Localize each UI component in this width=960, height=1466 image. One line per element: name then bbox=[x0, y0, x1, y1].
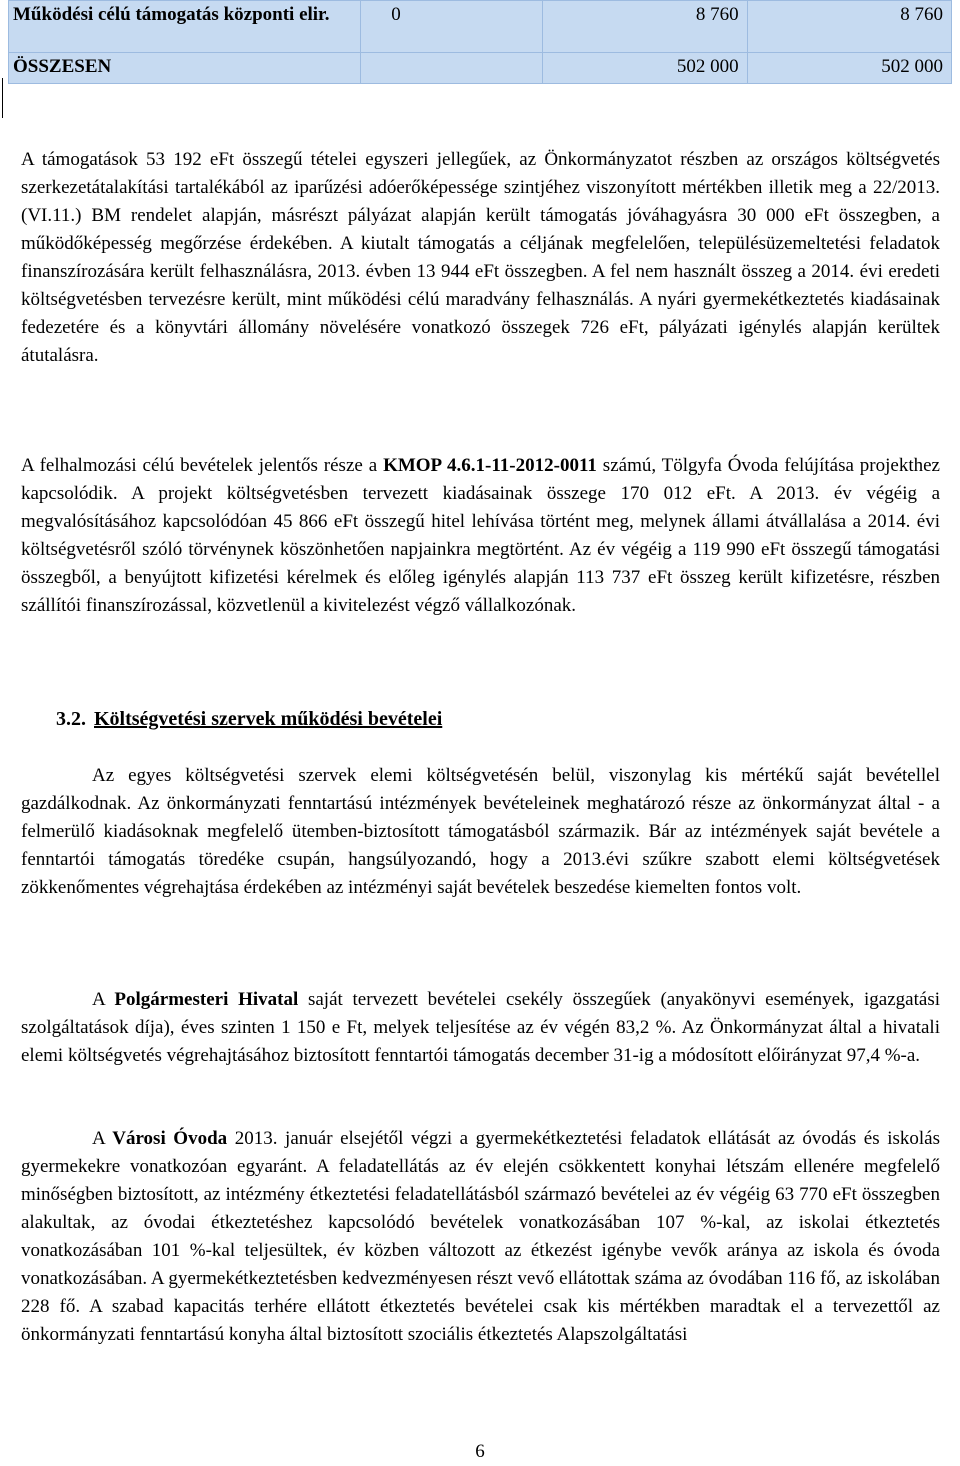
margin-line bbox=[2, 78, 3, 118]
cell-col2: 502 000 bbox=[543, 53, 747, 84]
paragraph-mayors-office bbox=[21, 986, 940, 1070]
cell-col1 bbox=[361, 53, 543, 84]
cell-col1: 0 bbox=[361, 1, 543, 53]
institution-name: Polgármesteri Hivatal bbox=[114, 989, 299, 1010]
institution-name: Városi Óvoda bbox=[112, 1128, 228, 1149]
budget-table bbox=[8, 0, 952, 84]
text: A bbox=[92, 989, 115, 1010]
cell-col3: 502 000 bbox=[747, 53, 951, 84]
text: A felhalmozási célú bevételek jelentős része a bbox=[21, 455, 384, 476]
table-row bbox=[9, 1, 952, 53]
cell-col3: 8 760 bbox=[747, 1, 951, 53]
paragraph-capital-revenue bbox=[21, 452, 940, 620]
paragraph-institutions: Az egyes költségvetési szervek elemi költségvetésén belül, viszonylag kis mértékű saját bevétellel gazdálkodnak. Az önkormányzati fenntartású intézmények bevételeinek meghatározó része az önkormányzat által - a felmerülő kiadásoknak megfelelő ütemben-biztosított támogatásból származik. Bár az intézmények saját bevétele a fenntartói támogatás töredéke csupán, hangsúlyozandó, hogy a 2013.évi szűkre szabott elemi költségvetések zökkenőmentes végrehajtása érdekében az intézményi saját bevételek beszedése kiemelten fontos volt. bbox=[21, 765, 940, 898]
text: számú, Tölgyfa Óvoda felújítása projekthez kapcsolódik. A projekt költségvetésben tervezett kiadásainak összege 170 012 eFt. A 2013. év végéig a megvalósításához kapcsolódóan 45 866 eFt összegű hitel lehívása történt meg, melynek állami átvállalása a 2014. évi költségvetésről szóló törvénynek köszönhetően napjainkra megtörtént. Az év végéig a 119 990 eFt összegű támogatási összegből, a benyújtott kifizetési kérelmek és előleg igénylés alapján 113 737 eFt összeg került kifizetésre, részben szállítói finanszírozással, közvetlenül a kivitelezést végző vállalkozónak. bbox=[21, 455, 940, 616]
section-heading bbox=[56, 706, 442, 732]
section-number: 3.2. bbox=[56, 708, 86, 730]
text: A bbox=[92, 1128, 113, 1149]
section-title: Költségvetési szervek működési bevételei bbox=[94, 708, 443, 730]
row-label: Működési célú támogatás központi elir. bbox=[9, 1, 361, 53]
text: saját tervezett bevételei csekély összegűek (anyakönyvi események, igazgatási szolgáltatások díja), éves szinten 1 150 e Ft, melyek teljesítése az év végén 83,2 %. Az Önkormányzat által a hivatali elemi költségvetés végrehajtásához biztosított fenntartói támogatás december 31-ig a módosított előirányzat 97,4 %-a. bbox=[21, 989, 940, 1066]
project-code: KMOP 4.6.1-11-2012-0011 bbox=[383, 455, 597, 476]
paragraph-kindergarten bbox=[21, 1125, 940, 1349]
page-number: 6 bbox=[475, 1441, 485, 1462]
cell-col2: 8 760 bbox=[543, 1, 747, 53]
table-row bbox=[9, 53, 952, 84]
text: 2013. január elsejétől végzi a gyermekétkeztetési feladatok ellátását az óvodás és iskolás gyermekekre vonatkozóan egyaránt. A feladatellátás az év elején csökkentett konyhai létszám ellenére megfelelő minőségben biztosított, az intézmény étkeztetési feladatellátásból származó bevételei az év végéig 63 770 eFt összegben alakultak, az óvodai étkeztetéshez kapcsolódó bevételek vonatkozásában 107 %-kal, az iskolai étkeztetés vonatkozásában 101 %-kal teljesültek, év közben változott az étkezést igénybe vevők aránya az iskola és óvoda vonatkozásában. A gyermekétkeztetésben kedvezményesen részt vevő ellátottak száma az óvodában 116 fő, az iskolában 228 fő. A szabad kapacitás terhére ellátott étkeztetés bevételei csak kis mértékben maradtak el a tervezettől az önkormányzati fenntartású konyha által biztosított szociális étkeztetés Alapszolgáltatási bbox=[21, 1128, 940, 1345]
paragraph-subsidies: A támogatások 53 192 eFt összegű tételei egyszeri jellegűek, az Önkormányzatot részben az országos költségvetés szerkezetátalakítási tartalékából az iparűzési adóerőképessége szintjéhez viszonyított mértékben illetik meg a 22/2013.(VI.11.) BM rendelet alapján, másrészt pályázat alapján került támogatás jóváhagyásra 30 000 eFt összegben, a működőképesség megőrzése érdekében. A kiutalt támogatás a céljának megfelelően, településüzemeltetési feladatok finanszírozására került felhasználásra, 2013. évben 13 944 eFt összegben. A fel nem használt összeg a 2014. évi eredeti költségvetésben tervezésre került, mint működési célú maradvány felhasználás. A nyári gyermekétkeztetés kiadásainak fedezetére és a könyvtári állomány növelésére vonatkozó összegek 726 eFt, pályázati igénylés alapján kerültek átutalásra. bbox=[21, 149, 940, 366]
row-label: ÖSSZESEN bbox=[9, 53, 361, 84]
